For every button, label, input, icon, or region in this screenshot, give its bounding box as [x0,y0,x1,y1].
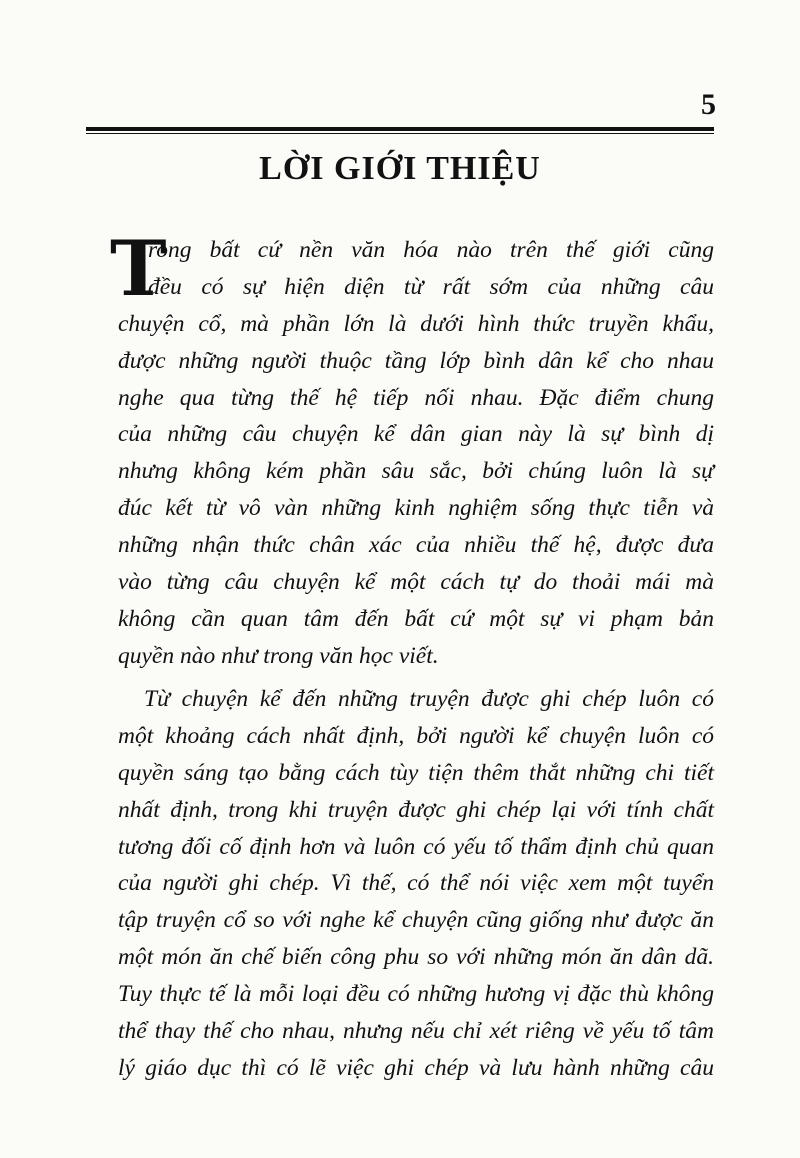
text-line: chuyện cổ, mà phần lớn là dưới hình thức truyền khẩu, [118,310,714,337]
text-line: quyền sáng tạo bằng cách tùy tiện thêm thắt những chi tiết [118,759,714,786]
paragraph-1 [110,224,714,675]
text-line: một món ăn chế biến công phu so với những món ăn dân dã. [118,944,714,971]
text-line: đúc kết từ vô vàn những kinh nghiệm sống thực tiễn và [118,495,714,522]
text-line: lý giáo dục thì có lẽ việc ghi chép và lưu hành những câu [118,1054,714,1081]
text-line: tập truyện cổ so với nghe kể chuyện cũng giống như được ăn [118,907,714,934]
text-line: Tuy thực tế là mỗi loại đều có những hương vị đặc thù không [118,981,714,1008]
text-line: không cần quan tâm đến bất cứ một sự vi phạm bản [118,605,714,632]
header-rule-thin [86,133,714,134]
text-line: quyền nào như trong văn học viết. [118,642,439,669]
text-line: được những người thuộc tầng lớp bình dân kể cho nhau [118,347,714,374]
text-line: nhất định, trong khi truyện được ghi chép lại với tính chất [118,796,714,823]
text-line: của những câu chuyện kể dân gian này là sự bình dị [118,421,714,448]
text-line: những nhận thức chân xác của nhiều thế hệ, được đưa [118,532,714,559]
header-rule-thick [86,127,714,131]
drop-cap: T [110,224,167,313]
text-line: thể thay thế cho nhau, nhưng nếu chỉ xét riêng về yếu tố tâm [118,1018,714,1045]
text-line: nghe qua từng thế hệ tiếp nối nhau. Đặc điểm chung [118,384,714,411]
text-line: đều có sự hiện diện từ rất sớm của những câu [148,273,714,300]
text-line: một khoảng cách nhất định, bởi người kể chuyện luôn có [118,722,714,749]
text-line: Từ chuyện kể đến những truyện được ghi chép luôn có [144,686,714,712]
text-line: vào từng câu chuyện kể một cách tự do thoải mái mà [118,569,714,596]
chapter-title: LỜI GIỚI THIỆU [259,150,541,187]
text-line: rong bất cứ nền văn hóa nào trên thế giới cũng [148,237,714,263]
page-number: 5 [701,88,716,121]
paragraph-2 [118,681,714,1087]
text-line: của người ghi chép. Vì thế, có thể nói việc xem một tuyển [118,870,714,897]
text-line: nhưng không kém phần sâu sắc, bởi chúng luôn là sự [118,458,714,485]
text-line: tương đối cố định hơn và luôn có yếu tố thẩm định chủ quan [118,833,714,860]
